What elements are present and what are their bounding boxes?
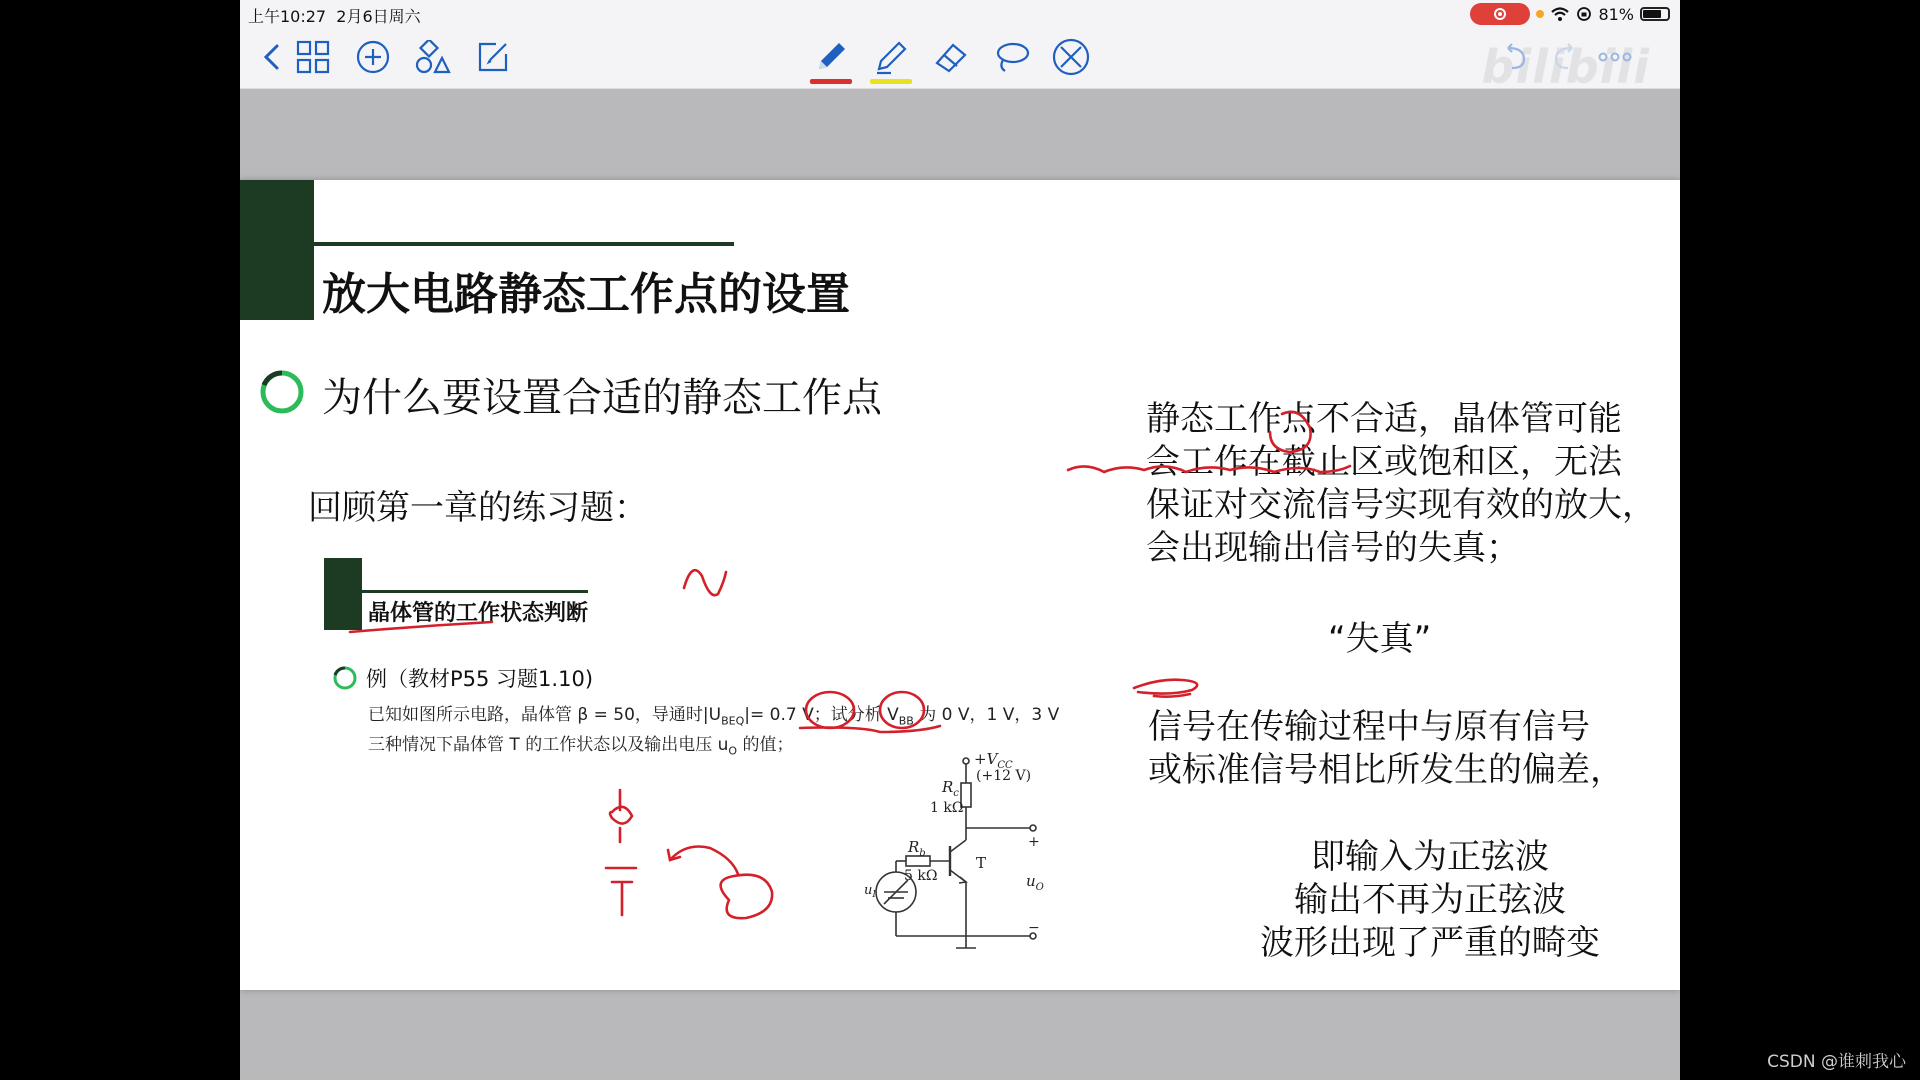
rc-label: $R_c$ xyxy=(942,778,959,799)
waveform-line: 波形出现了严重的畸变 xyxy=(1260,923,1600,963)
undo-icon[interactable] xyxy=(1492,34,1538,80)
explanation-paragraph xyxy=(1146,398,1656,570)
uo-label: $u_O$ xyxy=(1026,872,1044,893)
status-time: 上午10:27 2月6日周六 xyxy=(248,7,421,26)
arrow-stroke xyxy=(670,847,738,875)
inner-accent-block xyxy=(324,558,362,630)
wifi-icon xyxy=(1550,6,1570,22)
slide-title: 放大电路静态工作点的设置 xyxy=(322,269,850,320)
csdn-credit: CSDN @谁刺我心 xyxy=(1767,1052,1906,1072)
distortion-term: “失真” xyxy=(1328,619,1432,659)
pointer-off-icon[interactable] xyxy=(1048,34,1094,80)
underline-distortion-term xyxy=(1134,680,1197,697)
title-accent-block xyxy=(240,180,314,320)
orientation-lock-icon xyxy=(1576,6,1592,22)
record-icon xyxy=(1494,8,1506,20)
definition-line: 信号在传输过程中与原有信号 xyxy=(1148,707,1590,747)
waveform-line: 即输入为正弦波 xyxy=(1311,837,1549,877)
definition-line: 或标准信号相比所发生的偏差， xyxy=(1148,750,1624,790)
explanation-line: 会出现输出信号的失真； xyxy=(1146,528,1520,568)
minus-label: − xyxy=(1028,920,1040,936)
review-label: 回顾第一章的练习题： xyxy=(308,488,648,528)
resistor-rb xyxy=(906,856,930,866)
source-sketch xyxy=(606,790,636,915)
source-symbol xyxy=(876,872,916,912)
vcc-value: (+12 V) xyxy=(976,768,1032,784)
explanation-line: 静态工作点不合适，晶体管可能 xyxy=(1146,399,1622,439)
grid-view-icon[interactable] xyxy=(290,34,336,80)
title-accent-line xyxy=(314,242,734,246)
explanation-line: 保证对交流信号实现有效的放大， xyxy=(1146,485,1656,525)
waveform-paragraph xyxy=(1190,836,1670,965)
explanation-line: 会工作在截止区或饱和区，无法 xyxy=(1146,442,1622,482)
eraser-tool-icon[interactable] xyxy=(928,34,974,80)
circle-source xyxy=(721,875,773,918)
edit-icon[interactable] xyxy=(470,34,516,80)
ring-bullet-small-icon xyxy=(332,665,358,691)
rb-label: $R_b$ xyxy=(908,838,926,859)
rb-value: 5 kΩ xyxy=(904,868,938,884)
plus-label: + xyxy=(1028,834,1040,850)
battery-percent: 81% xyxy=(1598,4,1634,24)
add-circle-icon[interactable] xyxy=(350,34,396,80)
bilibili-watermark: bilibili xyxy=(1481,40,1650,94)
sine-sketch xyxy=(684,570,726,595)
ui-label: $u_I$ xyxy=(864,883,876,900)
transistor-label: T xyxy=(976,854,987,872)
shapes-icon[interactable] xyxy=(410,34,456,80)
problem-text: 已知如图所示电路，晶体管 β = 50，导通时$|U_{BEQ}|= 0.7$ V；试分析 $V_{BB}$ 为 0 V，1 V，3 V 三种情况下晶体管 T 的工作状态以及输出电压 $u_O$ 的值； xyxy=(368,705,1060,758)
vcc-label: $+V_{CC}$ xyxy=(974,750,1013,771)
inner-slide-title: 晶体管的工作状态判断 xyxy=(368,601,589,626)
resistor-rc xyxy=(961,783,971,807)
ring-bullet-icon xyxy=(258,368,306,416)
waveform-line: 输出不再为正弦波 xyxy=(1294,880,1566,920)
section-heading: 为什么要设置合适的静态工作点 xyxy=(322,375,882,421)
circuit-wires xyxy=(876,758,1036,948)
highlighter-tool-icon[interactable] xyxy=(868,34,914,80)
redo-icon[interactable] xyxy=(1542,34,1588,80)
ipad-screen xyxy=(240,0,1680,1080)
pen-tool-icon[interactable] xyxy=(808,34,854,80)
slide-page[interactable] xyxy=(240,180,1680,990)
definition-paragraph xyxy=(1148,706,1624,792)
screen-recording-indicator[interactable] xyxy=(1470,3,1530,25)
status-bar xyxy=(240,0,1680,28)
example-label: 例（教材P55 习题1.10) xyxy=(366,667,594,691)
battery-icon xyxy=(1640,7,1670,21)
mic-in-use-dot xyxy=(1536,10,1544,18)
lasso-tool-icon[interactable] xyxy=(988,34,1034,80)
inner-accent-line xyxy=(362,590,588,593)
notes-toolbar xyxy=(240,28,1680,94)
rc-value: 1 kΩ xyxy=(930,800,964,816)
more-icon[interactable] xyxy=(1592,34,1638,80)
